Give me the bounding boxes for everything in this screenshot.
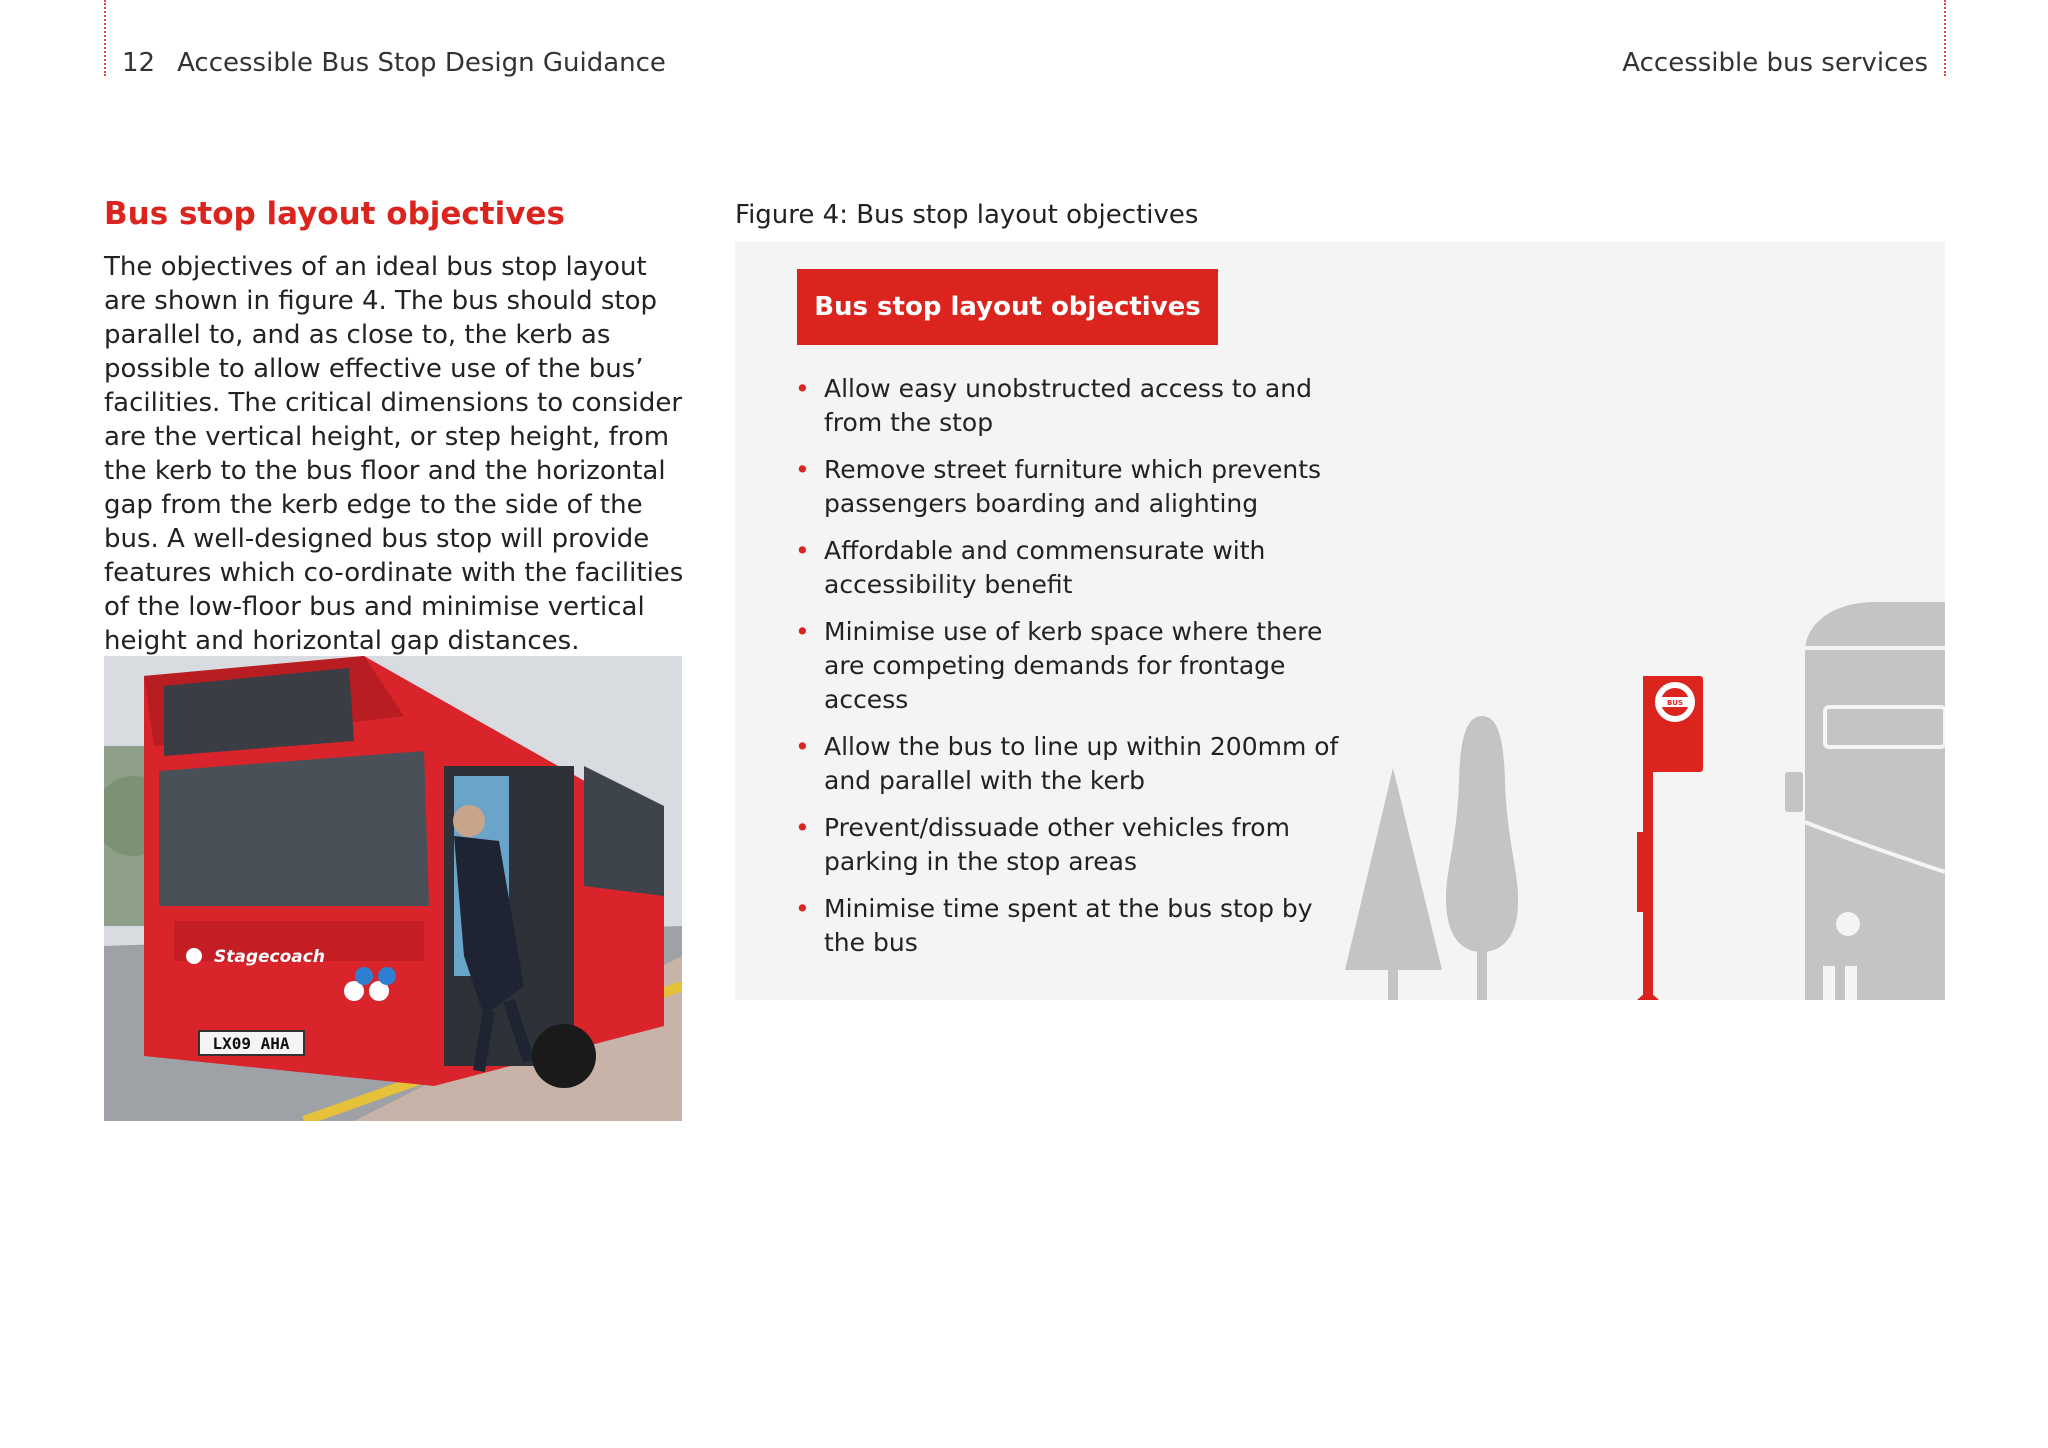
list-item: • Allow easy unobstructed access to and from the stop — [795, 374, 1312, 437]
list-item: • Affordable and commensurate with accessibility benefit — [795, 536, 1266, 599]
bullet-icon: • — [795, 536, 810, 565]
list-item: • Minimise use of kerb space where there are competing demands for frontage access — [795, 617, 1323, 714]
bus-icon — [1785, 602, 1945, 1000]
figure-caption: Figure 4: Bus stop layout objectives — [735, 200, 1199, 230]
bullet-icon: • — [795, 813, 810, 842]
bullet-icon: • — [795, 374, 810, 403]
bus-sign-label: BUS — [1666, 699, 1684, 707]
objectives-list — [795, 372, 1355, 973]
list-item: • Prevent/dissuade other vehicles from parking in the stop areas — [795, 813, 1290, 876]
list-item: • Remove street furniture which prevents passengers boarding and alighting — [795, 455, 1322, 518]
bullet-icon: • — [795, 455, 810, 484]
list-item: • Minimise time spent at the bus stop by the bus — [795, 894, 1313, 957]
figure-panel — [735, 242, 1945, 1000]
bullet-icon: • — [795, 617, 810, 646]
bullet-icon: • — [795, 732, 810, 761]
running-header-left — [122, 48, 666, 78]
conifer-tree-icon — [1345, 768, 1442, 970]
header-rule-right — [1944, 0, 1946, 76]
bus-stop-sign-icon — [1637, 676, 1703, 1000]
document-title: Accessible Bus Stop Design Guidance — [177, 48, 666, 78]
bus-photo-illustration — [104, 656, 682, 1121]
tree-icon — [1446, 716, 1518, 952]
bullet-icon: • — [795, 894, 810, 923]
list-item: • Allow the bus to line up within 200mm of and parallel with the kerb — [795, 732, 1339, 795]
section-name: Accessible bus services — [1622, 48, 1928, 78]
page-number: 12 — [122, 48, 156, 78]
street-illustration — [1315, 542, 1945, 1000]
bus-boarding-photo — [104, 656, 682, 1121]
operator-logo: Stagecoach — [214, 947, 325, 967]
body-paragraph: The objectives of an ideal bus stop layout are shown in figure 4. The bus should stop parallel to, and as close to, the kerb as possible to allow effective use of the bus’ facilities. The critical dimensions to consider are the vertical height, or step height, from the kerb to the bus floor and the horizontal gap from the kerb edge to the side of the bus. A well-designed bus stop will provide features which co-ordinate with the facilities of the low-floor bus and minimise vertical height and horizontal gap distances. — [104, 252, 684, 656]
header-rule-left — [104, 0, 106, 76]
figure-banner: Bus stop layout objectives — [797, 269, 1218, 345]
registration-plate: LX09 AHA — [212, 1034, 290, 1053]
section-heading: Bus stop layout objectives — [104, 196, 565, 232]
